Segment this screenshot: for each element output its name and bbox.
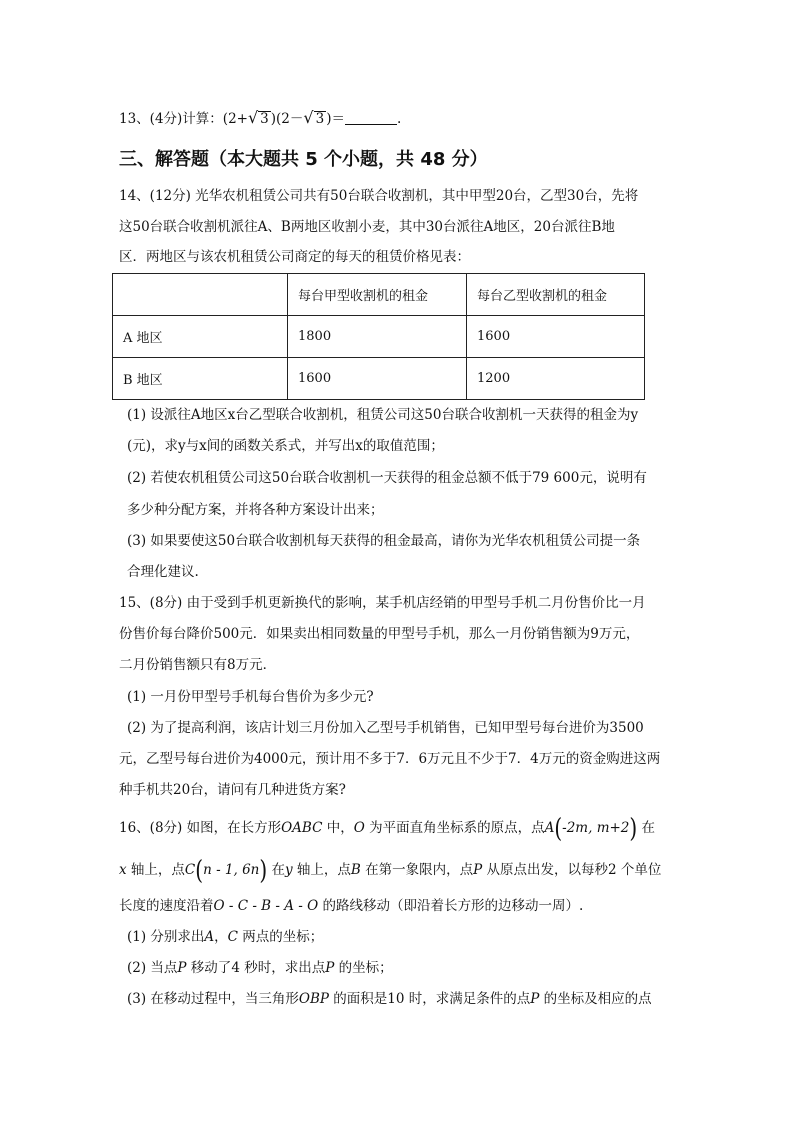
table-cell: A 地区 <box>113 316 288 358</box>
math: x <box>119 862 127 878</box>
q13-end: . <box>396 111 402 127</box>
text: 轴上，点 <box>126 862 185 878</box>
rent-table <box>112 273 645 400</box>
text: 在第一象限内，点 <box>360 862 474 878</box>
text: 长度的速度沿着 <box>119 898 214 914</box>
math: 4 <box>231 960 240 976</box>
math: P <box>325 960 335 976</box>
math: OABC <box>281 820 323 836</box>
math: A <box>204 929 215 945</box>
text: 时，求满足条件的点 <box>404 991 531 1007</box>
text: (3) 在移动过程中，当三角形 <box>127 991 299 1007</box>
q16-sub-1 <box>127 927 323 947</box>
text: 在 <box>267 862 285 878</box>
text: (2) 当点 <box>127 960 178 976</box>
math: 10 <box>387 991 405 1007</box>
q16-line-2 <box>119 854 662 886</box>
q14-sub: (1) 设派往A地区x台乙型联合收割机，租赁公司这50台联合收割机一天获得的租金为y <box>127 407 639 423</box>
sqrt-icon: √ <box>303 108 314 127</box>
math: O <box>353 820 365 836</box>
q14-line: 14、(12分) 光华农机租赁公司共有50台联合收割机，其中甲型20台，乙型30台，先将 <box>119 188 639 204</box>
math: 2 <box>608 862 617 878</box>
math: -2m, m+2 <box>562 820 630 836</box>
table-cell: 1600 <box>288 358 467 400</box>
text: 个单位 <box>616 862 662 878</box>
text: 的路线移动（即沿着长方形的边移动一周）. <box>318 898 584 914</box>
math: P <box>530 991 540 1007</box>
q16-line-1 <box>119 812 656 844</box>
table-cell: 1800 <box>288 316 467 358</box>
text: 16、(8分) 如图，在长方形 <box>119 820 282 836</box>
math: A <box>544 820 555 836</box>
table-header-cell: 每台甲型收割机的租金 <box>288 274 467 316</box>
q13-mid: )(2－ <box>270 111 304 127</box>
math: P <box>177 960 187 976</box>
text: 两点的坐标； <box>238 929 324 945</box>
table-row <box>113 358 645 400</box>
table-header-cell <box>113 274 288 316</box>
text: 为平面直角坐标系的原点，点 <box>364 820 545 836</box>
section-title: 三、解答题（本大题共 5 个小题，共 48 分） <box>119 149 488 170</box>
table-cell: 1200 <box>467 358 645 400</box>
left-paren-icon: ( <box>554 812 563 844</box>
q15-line: (1) 一月份甲型号手机每台售价为多少元? <box>127 689 374 705</box>
text: 移动了 <box>186 960 232 976</box>
text: 秒时，求出点 <box>239 960 326 976</box>
q14-sub: (元)，求y与x间的函数关系式，并写出x的取值范围； <box>127 438 444 454</box>
math: C <box>227 929 239 945</box>
text: 的坐标； <box>334 960 393 976</box>
q16-line-3 <box>119 896 583 916</box>
right-paren-icon: ) <box>259 854 268 886</box>
question-13 <box>119 108 401 129</box>
q16-sub-3 <box>127 989 652 1009</box>
q13-sqrt2: 3 <box>315 111 325 127</box>
table-cell: 1600 <box>467 316 645 358</box>
q15-line: (2) 为了提高利润，该店计划三月份加入乙型号手机销售，已知甲型号每台进价为3500 <box>127 720 644 736</box>
text: 从原点出发，以每秒 <box>482 862 609 878</box>
q14-sub: (3) 如果要使这50台联合收割机每天获得的租金最高，请你为光华农机租赁公司提一条 <box>127 533 641 549</box>
q14-line: 这50台联合收割机派往A、B两地区收割小麦，其中30台派往A地区，20台派往B地 <box>119 219 615 235</box>
text: 的坐标及相应的点 <box>539 991 652 1007</box>
text: 中， <box>322 820 354 836</box>
table-header-cell: 每台乙型收割机的租金 <box>467 274 645 316</box>
table-row <box>113 316 645 358</box>
math: O - C - B - A - O <box>213 898 319 914</box>
q15-line: 二月份销售额只有8万元． <box>119 657 277 673</box>
q15-line: 15、(8分) 由于受到手机更新换代的影响，某手机店经销的甲型号手机二月份售价比一月 <box>119 595 646 611</box>
answer-blank[interactable] <box>345 110 397 125</box>
table-cell: B 地区 <box>113 358 288 400</box>
q16-sub-2 <box>127 958 393 978</box>
q13-sqrt1: 3 <box>260 111 269 127</box>
right-paren-icon: ) <box>629 812 638 844</box>
q13-suffix: )＝ <box>326 111 345 127</box>
math: P <box>473 862 483 878</box>
q14-sub: 合理化建议. <box>127 564 199 580</box>
text: 在 <box>637 820 656 836</box>
math: y <box>284 862 293 878</box>
q13-prefix: 13、(4分)计算：(2+ <box>119 111 248 127</box>
q14-line: 区．两地区与该农机租赁公司商定的每天的租赁价格见表： <box>119 249 470 265</box>
q15-line: 元，乙型号每台进价为4000元，预计用不多于7．6万元且不少于7．4万元的资金购进这两 <box>119 751 661 767</box>
q14-sub: (2) 若使农机租赁公司这50台联合收割机一天获得的租金总额不低于79 600元，说明有 <box>127 470 647 486</box>
text: (1) 分别求出 <box>127 929 205 945</box>
q15-line: 种手机共20台，请问有几种进货方案? <box>119 782 346 798</box>
text: ， <box>214 929 228 945</box>
text: 的面积是 <box>329 991 388 1007</box>
left-paren-icon: ( <box>195 854 204 886</box>
q14-sub: 多少种分配方案，并将各种方案设计出来； <box>127 502 384 518</box>
text: 轴上，点 <box>292 862 351 878</box>
math: B <box>350 862 361 878</box>
math: n - 1, 6n <box>203 862 260 878</box>
sqrt-icon: √ <box>247 108 259 127</box>
q15-line: 份售价每台降价500元．如果卖出相同数量的甲型号手机，那么一月份销售额为9万元， <box>119 626 640 642</box>
math: OBP <box>298 991 329 1007</box>
math: C <box>184 862 196 878</box>
table-header-row <box>113 274 645 316</box>
